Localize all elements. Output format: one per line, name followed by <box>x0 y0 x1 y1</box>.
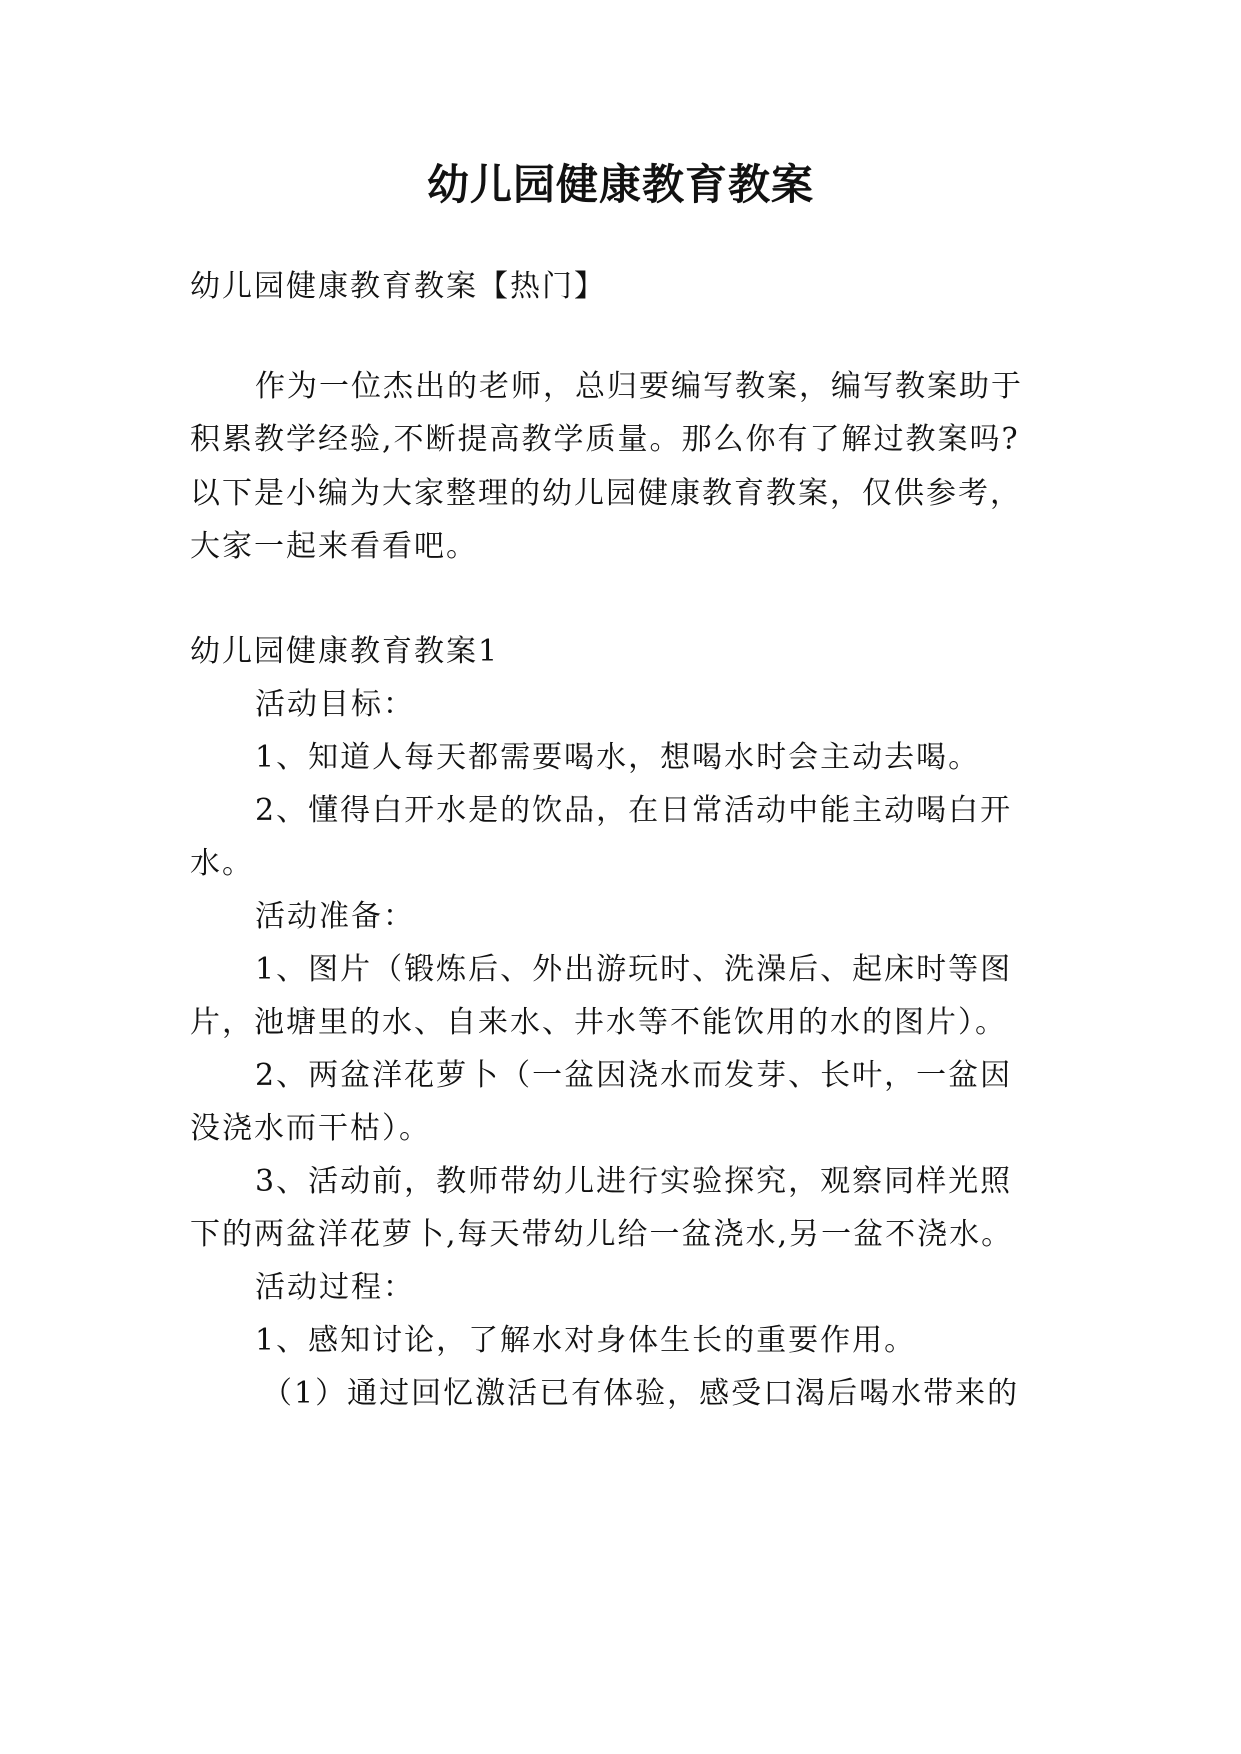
goals-heading: 活动目标： <box>255 687 415 722</box>
prep-1-line-2: 片，池塘里的水、自来水、井水等不能饮用的水的图片）。 <box>190 1005 1007 1040</box>
prep-3-line-1: 3、活动前，教师带幼儿进行实验探究，观察同样光照 <box>255 1164 1013 1199</box>
goal-2-line-1: 2、懂得白开水是的饮品，在日常活动中能主动喝白开 <box>255 793 1013 828</box>
process-1: 1、感知讨论，了解水对身体生长的重要作用。 <box>255 1323 917 1358</box>
section-heading: 幼儿园健康教育教案1 <box>190 634 500 669</box>
document-subtitle: 幼儿园健康教育教案【热门】 <box>190 269 606 304</box>
goal-2-line-2: 水。 <box>190 846 254 881</box>
prep-2-line-1: 2、两盆洋花萝卜（一盆因浇水而发芽、长叶，一盆因 <box>255 1058 1013 1093</box>
page-title: 幼儿园健康教育教案 <box>426 160 814 209</box>
prep-heading: 活动准备： <box>255 899 415 934</box>
prep-1-line-1: 1、图片（锻炼后、外出游玩时、洗澡后、起床时等图 <box>255 952 1013 987</box>
intro-line-4: 大家一起来看看吧。 <box>190 529 478 564</box>
prep-3-line-2: 下的两盆洋花萝卜,每天带幼儿给一盆浇水,另一盆不浇水。 <box>190 1217 1014 1252</box>
prep-2-line-2: 没浇水而干枯）。 <box>190 1111 431 1146</box>
intro-line-3: 以下是小编为大家整理的幼儿园健康教育教案，仅供参考， <box>190 476 1022 511</box>
intro-line-1: 作为一位杰出的老师，总归要编写教案，编写教案助于 <box>255 369 1023 404</box>
process-1-1: （1）通过回忆激活已有体验，感受口渴后喝水带来的 <box>262 1376 1020 1411</box>
goal-1: 1、知道人每天都需要喝水，想喝水时会主动去喝。 <box>255 740 981 775</box>
process-heading: 活动过程： <box>255 1270 415 1305</box>
intro-line-2: 积累教学经验,不断提高教学质量。那么你有了解过教案吗? <box>190 422 1020 457</box>
